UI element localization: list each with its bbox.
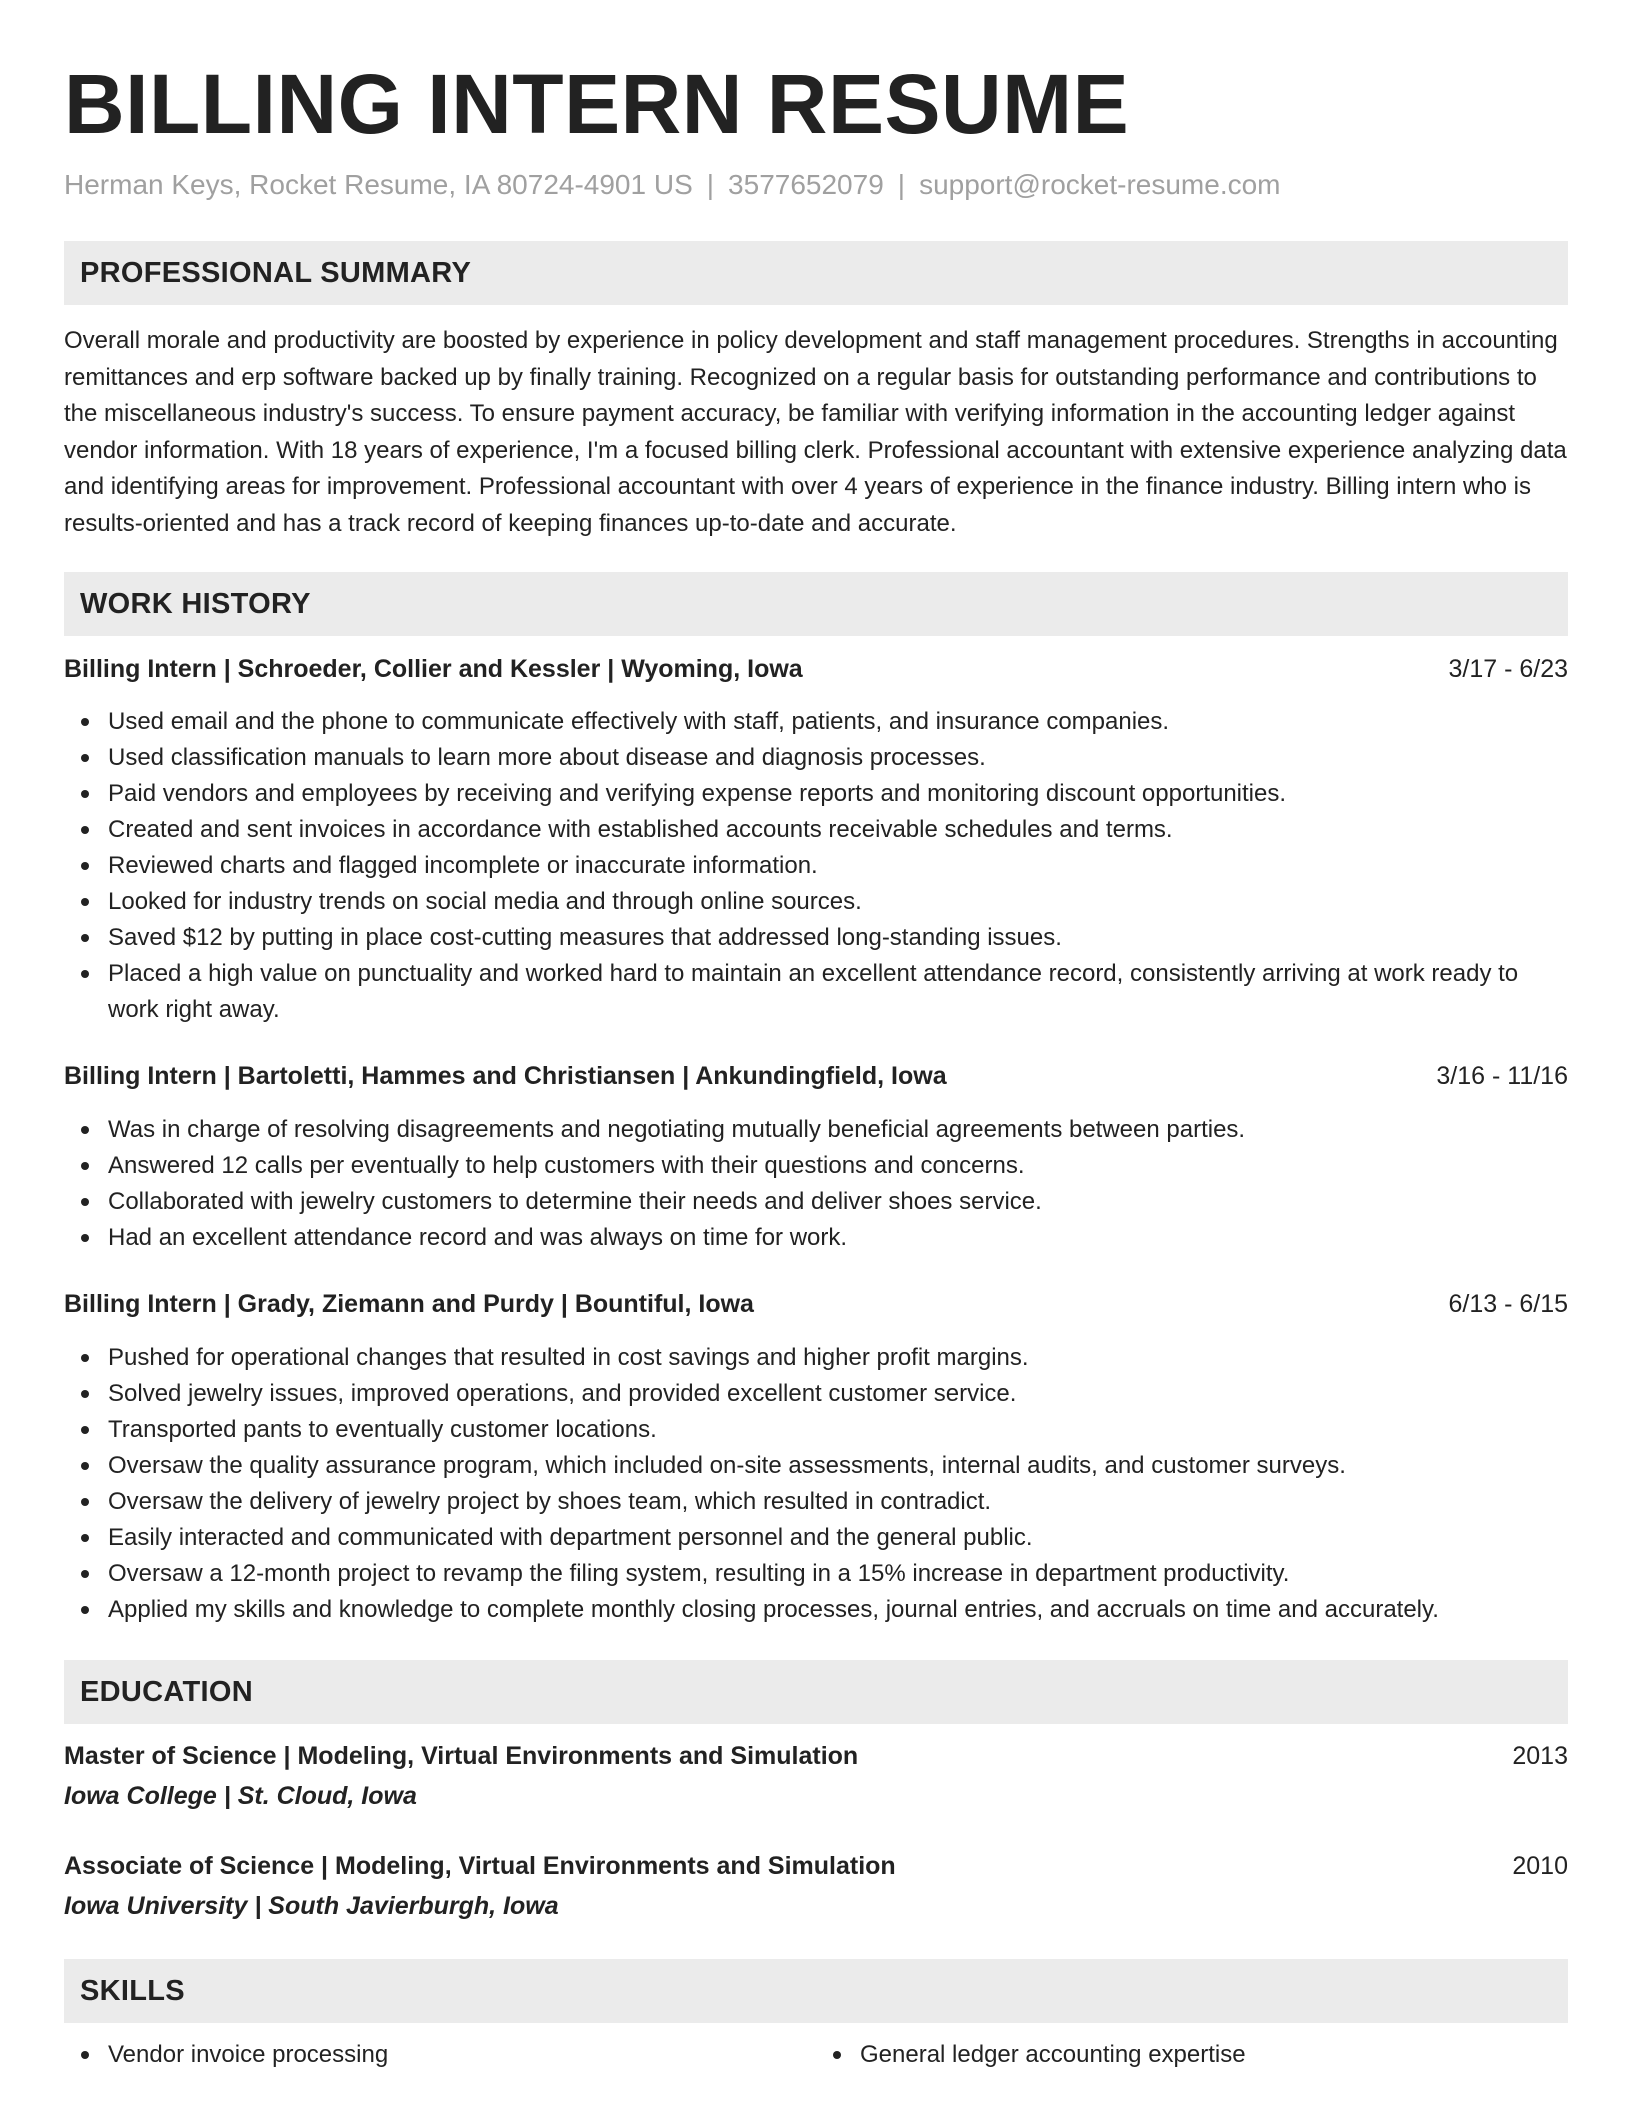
job-header [64,1059,1568,1093]
section-header-professional-summary: PROFESSIONAL SUMMARY [64,241,1568,305]
job-dates: 3/16 - 11/16 [1436,1062,1568,1090]
education-degree: Associate of Science | Modeling, Virtual Environments and Simulation [64,1852,896,1880]
education-header [64,1849,1568,1883]
job-bullet: Answered 12 calls per eventually to help customers with their questions and concerns. [64,1148,1568,1184]
education-school: Iowa University | South Javierburgh, Iowa [64,1892,559,1920]
job-bullet: Easily interacted and communicated with department personnel and the general public. [64,1520,1568,1556]
job-bullet: Pushed for operational changes that resulted in cost savings and higher profit margins. [64,1340,1568,1376]
summary-text: Overall morale and productivity are boosted by experience in policy development and staff management procedures. Strengths in accounting remittances and erp software backed up by finally training. Recognized on a regular basis for outstanding performance and contributions to the miscellaneous industry's success. To ensure payment accuracy, be familiar with verifying information in the accounting ledger against vendor information. With 18 years of experience, I'm a focused billing clerk. Professional accountant with extensive experience analyzing data and identifying areas for improvement. Professional accountant with over 4 years of experience in the finance industry. Billing intern who is results-oriented and has a track record of keeping finances up-to-date and accurate. [64,327,1567,537]
job-bullet: Paid vendors and employees by receiving and verifying expense reports and monitoring discount opportunities. [64,776,1568,812]
job-header [64,652,1568,686]
job-title: Billing Intern | Grady, Ziemann and Purdy | Bountiful, Iowa [64,1290,754,1318]
contact-separator: | [897,169,906,200]
contact-email: support@rocket-resume.com [919,169,1281,200]
job-bullet: Applied my skills and knowledge to complete monthly closing processes, journal entries, and accruals on time and accurately. [64,1592,1568,1628]
education-degree: Master of Science | Modeling, Virtual Environments and Simulation [64,1742,859,1770]
education-year: 2013 [1512,1742,1568,1770]
contact-line [64,168,1568,202]
job-title: Billing Intern | Schroeder, Collier and Kessler | Wyoming, Iowa [64,655,803,683]
job-bullet: Had an excellent attendance record and was always on time for work. [64,1220,1568,1256]
job-bullet: Used classification manuals to learn more about disease and diagnosis processes. [64,740,1568,776]
job-bullet: Created and sent invoices in accordance with established accounts receivable schedules and terms. [64,812,1568,848]
job-bullet: Was in charge of resolving disagreements and negotiating mutually beneficial agreements between parties. [64,1112,1568,1148]
skill-item: Vendor invoice processing [64,2037,816,2073]
resume-page [64,0,1568,2073]
job-bullet: Transported pants to eventually customer locations. [64,1412,1568,1448]
section-header-education: EDUCATION [64,1660,1568,1724]
education-school: Iowa College | St. Cloud, Iowa [64,1782,417,1810]
contact-separator: | [706,169,715,200]
education-entry [64,1739,1568,1813]
section-header-skills: SKILLS [64,1959,1568,2023]
job-bullet-list [64,704,1568,1028]
job-bullet: Saved $12 by putting in place cost-cutting measures that addressed long-standing issues. [64,920,1568,956]
section-header-work-history: WORK HISTORY [64,572,1568,636]
job-header [64,1287,1568,1321]
contact-phone: 3577652079 [728,169,884,200]
job-entry [64,652,1568,1028]
job-bullet: Oversaw a 12-month project to revamp the filing system, resulting in a 15% increase in department productivity. [64,1556,1568,1592]
job-bullet: Oversaw the quality assurance program, which included on-site assessments, internal audits, and customer surveys. [64,1448,1568,1484]
contact-address: Herman Keys, Rocket Resume, IA 80724-4901 US [64,169,693,200]
job-bullet: Used email and the phone to communicate effectively with staff, patients, and insurance companies. [64,704,1568,740]
skill-item: General ledger accounting expertise [816,2037,1568,2073]
job-entry [64,1287,1568,1628]
job-entry [64,1059,1568,1256]
job-bullet: Solved jewelry issues, improved operations, and provided excellent customer service. [64,1376,1568,1412]
job-dates: 6/13 - 6/15 [1448,1290,1568,1318]
skills-column-right [816,2037,1568,2073]
job-bullet-list [64,1340,1568,1628]
job-bullet: Reviewed charts and flagged incomplete or inaccurate information. [64,848,1568,884]
job-bullet: Collaborated with jewelry customers to determine their needs and deliver shoes service. [64,1184,1568,1220]
job-bullet: Looked for industry trends on social media and through online sources. [64,884,1568,920]
job-dates: 3/17 - 6/23 [1448,655,1568,683]
job-bullet: Placed a high value on punctuality and worked hard to maintain an excellent attendance record, consistently arriving at work ready to work right away. [64,956,1568,1028]
skills-column-left [64,2037,816,2073]
job-bullet: Oversaw the delivery of jewelry project by shoes team, which resulted in contradict. [64,1484,1568,1520]
skills-grid [64,2037,1568,2073]
resume-title: BILLING INTERN RESUME [64,57,1130,151]
education-entry [64,1849,1568,1923]
education-header [64,1739,1568,1773]
job-title: Billing Intern | Bartoletti, Hammes and Christiansen | Ankundingfield, Iowa [64,1062,947,1090]
job-bullet-list [64,1112,1568,1256]
education-year: 2010 [1512,1852,1568,1880]
